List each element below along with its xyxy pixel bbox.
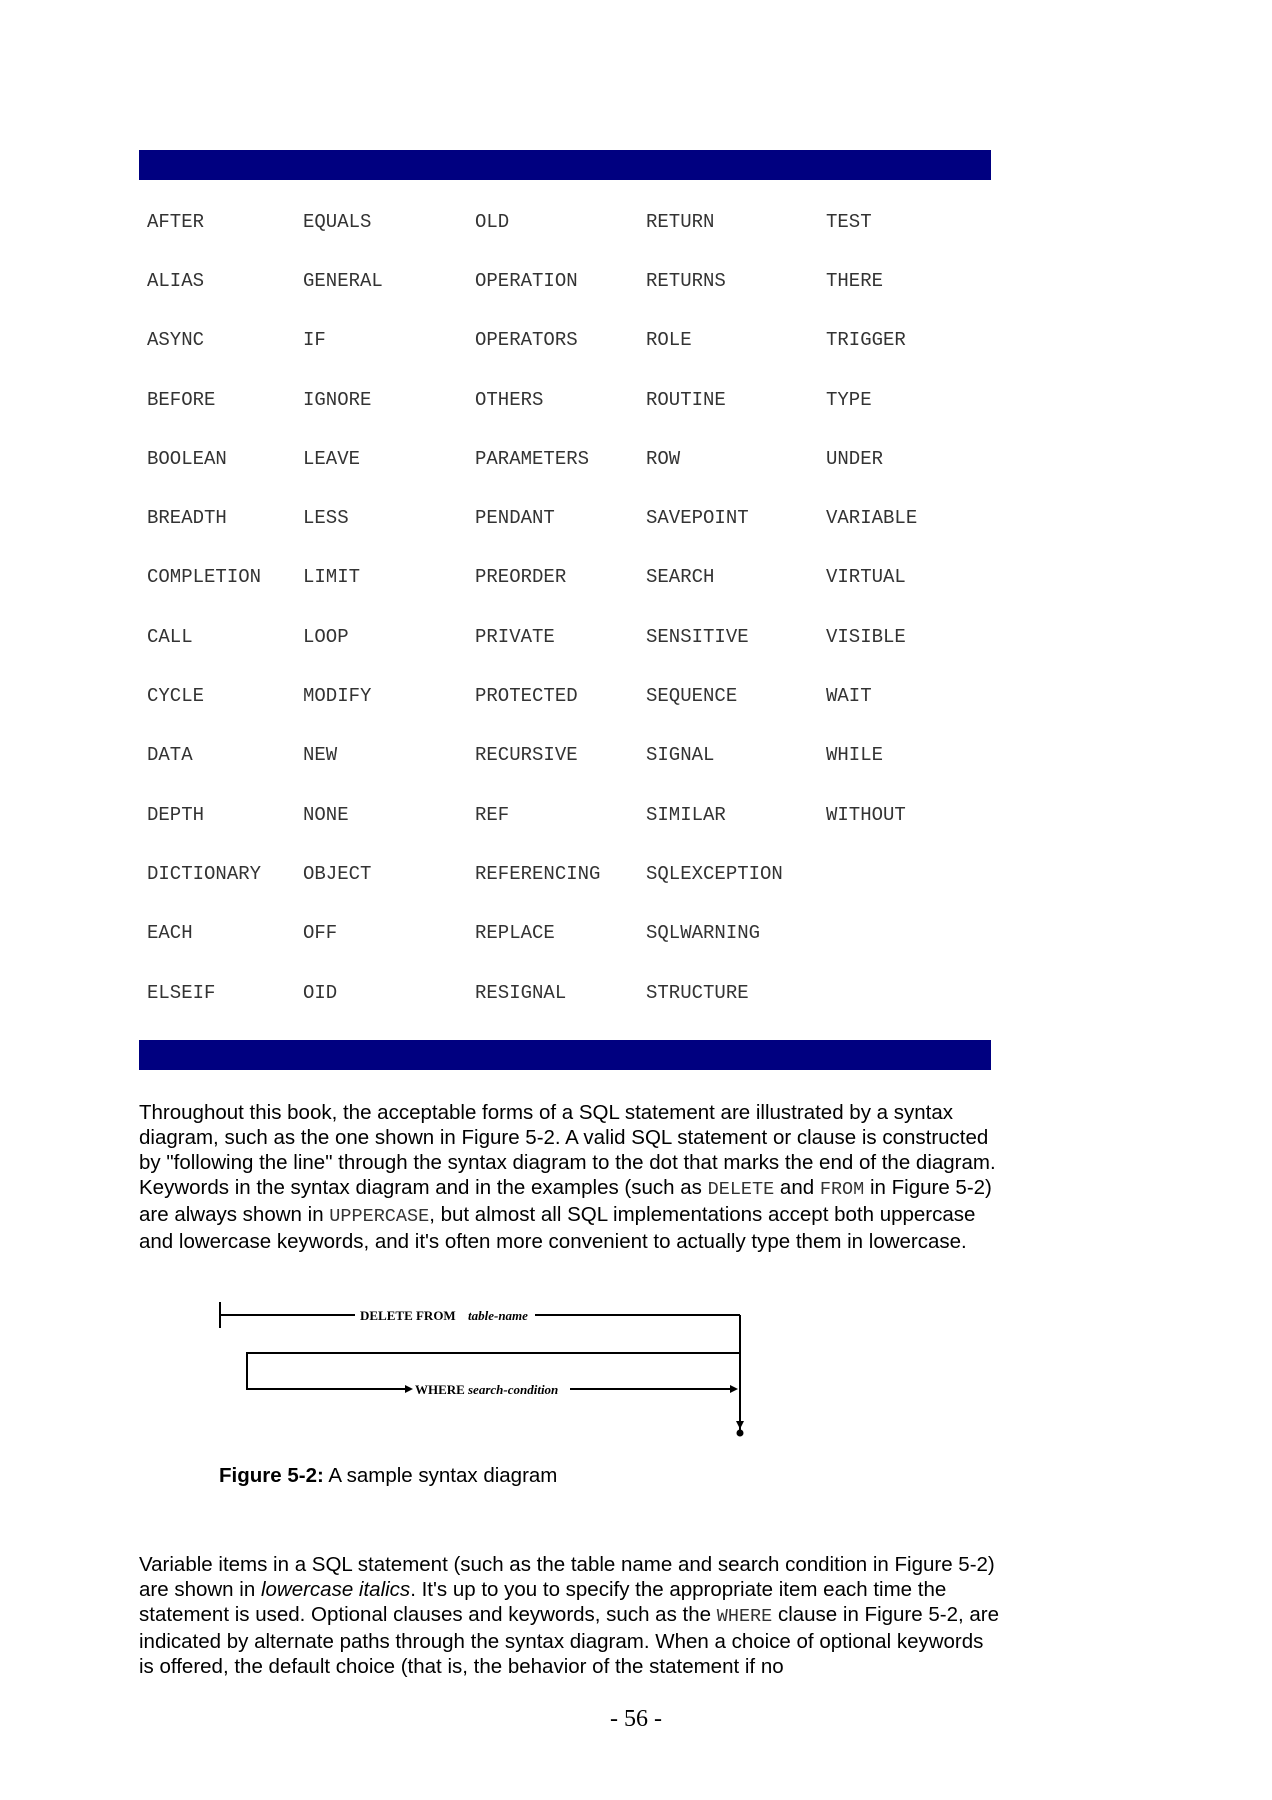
keyword-cell: SIMILAR — [646, 803, 726, 826]
keyword-cell — [818, 844, 986, 903]
diagram-keyword-where: WHERE — [415, 1382, 465, 1397]
keyword-cell: RECURSIVE — [475, 744, 578, 767]
table-row — [139, 311, 986, 370]
keyword-cell: THERE — [826, 269, 884, 292]
keyword-cell: PARAMETERS — [475, 447, 590, 470]
keyword-cell: EACH — [147, 922, 193, 945]
keyword-cell: ELSEIF — [147, 981, 216, 1004]
keyword-cell: DEPTH — [147, 803, 205, 826]
keyword-cell: IF — [303, 329, 326, 352]
diagram-arrow-end — [736, 1421, 744, 1429]
keyword-cell: WITHOUT — [826, 803, 906, 826]
table-row — [139, 370, 986, 429]
keyword-cell: OPERATORS — [475, 329, 578, 352]
keyword-cell: UNDER — [826, 447, 884, 470]
keyword-cell: MODIFY — [303, 685, 372, 708]
keyword-cell: SEQUENCE — [646, 685, 738, 708]
table-row — [139, 666, 986, 725]
para1-text-4: , but almost all SQL implementations accept both uppercase and lowercase keywords, and it's often more convenient to actually type them in lowercase. — [139, 1203, 976, 1253]
keyword-cell: REF — [475, 803, 510, 826]
keyword-cell: IGNORE — [303, 388, 372, 411]
figure-caption — [219, 1464, 557, 1488]
keyword-cell: SQLEXCEPTION — [646, 862, 783, 885]
keyword-cell: STRUCTURE — [646, 981, 749, 1004]
keyword-cell: DICTIONARY — [147, 862, 262, 885]
keyword-cell: OID — [303, 981, 338, 1004]
page-number: - 56 - — [610, 1706, 662, 1732]
para2-code-where: WHERE — [716, 1606, 773, 1627]
keyword-cell: ASYNC — [147, 329, 205, 352]
keyword-cell: REPLACE — [475, 922, 555, 945]
para1-code-uppercase: UPPERCASE — [329, 1206, 430, 1227]
para2-italic: lowercase italics — [260, 1578, 411, 1601]
keyword-cell: EQUALS — [303, 210, 372, 233]
keyword-cell: BOOLEAN — [147, 447, 227, 470]
keyword-cell: LESS — [303, 507, 349, 530]
keyword-cell: ROLE — [646, 329, 692, 352]
table-row — [139, 548, 986, 607]
keyword-cell: DATA — [147, 744, 193, 767]
para2-text-3: clause in Figure 5-2, are indicated by alternate paths through the syntax diagram. When a choice of optional keywords is offered, the default choice (that is, the behavior of the statement if no — [139, 1603, 1000, 1678]
keyword-cell: TEST — [826, 210, 872, 233]
keyword-cell: REFERENCING — [475, 862, 601, 885]
figure-caption-text: A sample syntax diagram — [323, 1464, 558, 1487]
keyword-cell: CYCLE — [147, 685, 205, 708]
diagram-variable-table-name: table-name — [468, 1308, 528, 1323]
para2-text-1: Variable items in a SQL statement (such as the table name and search condition in Figure 5-2) are shown in — [139, 1553, 995, 1601]
keyword-cell: TYPE — [826, 388, 872, 411]
keyword-cell: SAVEPOINT — [646, 507, 749, 530]
keyword-cell: OLD — [475, 210, 510, 233]
keyword-cell — [818, 904, 986, 963]
syntax-diagram — [210, 1295, 750, 1440]
table-row — [139, 251, 986, 310]
keyword-cell: OFF — [303, 922, 338, 945]
table-row — [139, 192, 986, 251]
keyword-cell: ALIAS — [147, 269, 205, 292]
para1-code-from: FROM — [819, 1179, 865, 1200]
keyword-cell: RESIGNAL — [475, 981, 567, 1004]
para1-text-3: in Figure 5-2) are always shown in — [139, 1176, 992, 1226]
sql-keywords-table — [139, 192, 986, 1022]
keyword-cell: VISIBLE — [826, 625, 906, 648]
para1-code-delete: DELETE — [707, 1179, 775, 1200]
table-row — [139, 904, 986, 963]
keyword-cell: TRIGGER — [826, 329, 906, 352]
keyword-cell: RETURN — [646, 210, 715, 233]
keyword-cell: RETURNS — [646, 269, 726, 292]
variable-items-paragraph — [139, 1552, 999, 1679]
keyword-cell: AFTER — [147, 210, 205, 233]
para1-text-2: and — [774, 1176, 820, 1199]
figure-caption-label: Figure 5-2: — [219, 1464, 324, 1487]
keyword-cell: OTHERS — [475, 388, 544, 411]
keyword-cell: BREADTH — [147, 507, 227, 530]
keyword-cell: COMPLETION — [147, 566, 262, 589]
keyword-cell — [818, 963, 986, 1022]
keyword-cell: NONE — [303, 803, 349, 826]
keyword-cell: LEAVE — [303, 447, 361, 470]
keyword-cell: SEARCH — [646, 566, 715, 589]
keyword-cell: WAIT — [826, 685, 872, 708]
keyword-cell: LOOP — [303, 625, 349, 648]
diagram-arrow-where — [405, 1385, 413, 1393]
keyword-cell: CALL — [147, 625, 193, 648]
table-row — [139, 488, 986, 547]
keyword-cell: LIMIT — [303, 566, 361, 589]
keyword-cell: BEFORE — [147, 388, 216, 411]
intro-paragraph — [139, 1100, 999, 1254]
table-row — [139, 844, 986, 903]
diagram-end-dot — [737, 1430, 744, 1437]
keyword-cell: SIGNAL — [646, 744, 715, 767]
keyword-cell: NEW — [303, 744, 338, 767]
keyword-cell: OBJECT — [303, 862, 372, 885]
keyword-cell: OPERATION — [475, 269, 578, 292]
keyword-cell: PROTECTED — [475, 685, 578, 708]
para1-text-1: Throughout this book, the acceptable forms of a SQL statement are illustrated by a syntax diagram, such as the one shown in Figure 5-2. A valid SQL statement or clause is constructed by "following the line" through the syntax diagram to the dot that marks the end of the diagram. Keywords in the syntax diagram and in the examples (such as — [139, 1101, 996, 1199]
diagram-keyword-delete-from: DELETE FROM — [360, 1308, 456, 1323]
keyword-cell: PENDANT — [475, 507, 555, 530]
keyword-cell: SQLWARNING — [646, 922, 761, 945]
para2-text-2: . It's up to you to specify the appropriate item each time the statement is used. Optional clauses and keywords, such as the — [139, 1578, 947, 1626]
diagram-variable-search-condition: search-condition — [468, 1382, 559, 1397]
keyword-cell: WHILE — [826, 744, 884, 767]
table-header-bar — [139, 150, 991, 180]
table-footer-bar — [139, 1040, 991, 1070]
keyword-cell: GENERAL — [303, 269, 383, 292]
table-row — [139, 726, 986, 785]
keyword-cell: PRIVATE — [475, 625, 555, 648]
keyword-cell: VIRTUAL — [826, 566, 906, 589]
keyword-cell: SENSITIVE — [646, 625, 749, 648]
table-row — [139, 429, 986, 488]
keyword-cell: PREORDER — [475, 566, 567, 589]
keyword-cell: VARIABLE — [826, 507, 918, 530]
keyword-cell: ROUTINE — [646, 388, 726, 411]
diagram-arrow-merge — [730, 1385, 738, 1393]
keyword-cell: ROW — [646, 447, 681, 470]
table-row — [139, 963, 986, 1022]
table-row — [139, 607, 986, 666]
table-row — [139, 785, 986, 844]
